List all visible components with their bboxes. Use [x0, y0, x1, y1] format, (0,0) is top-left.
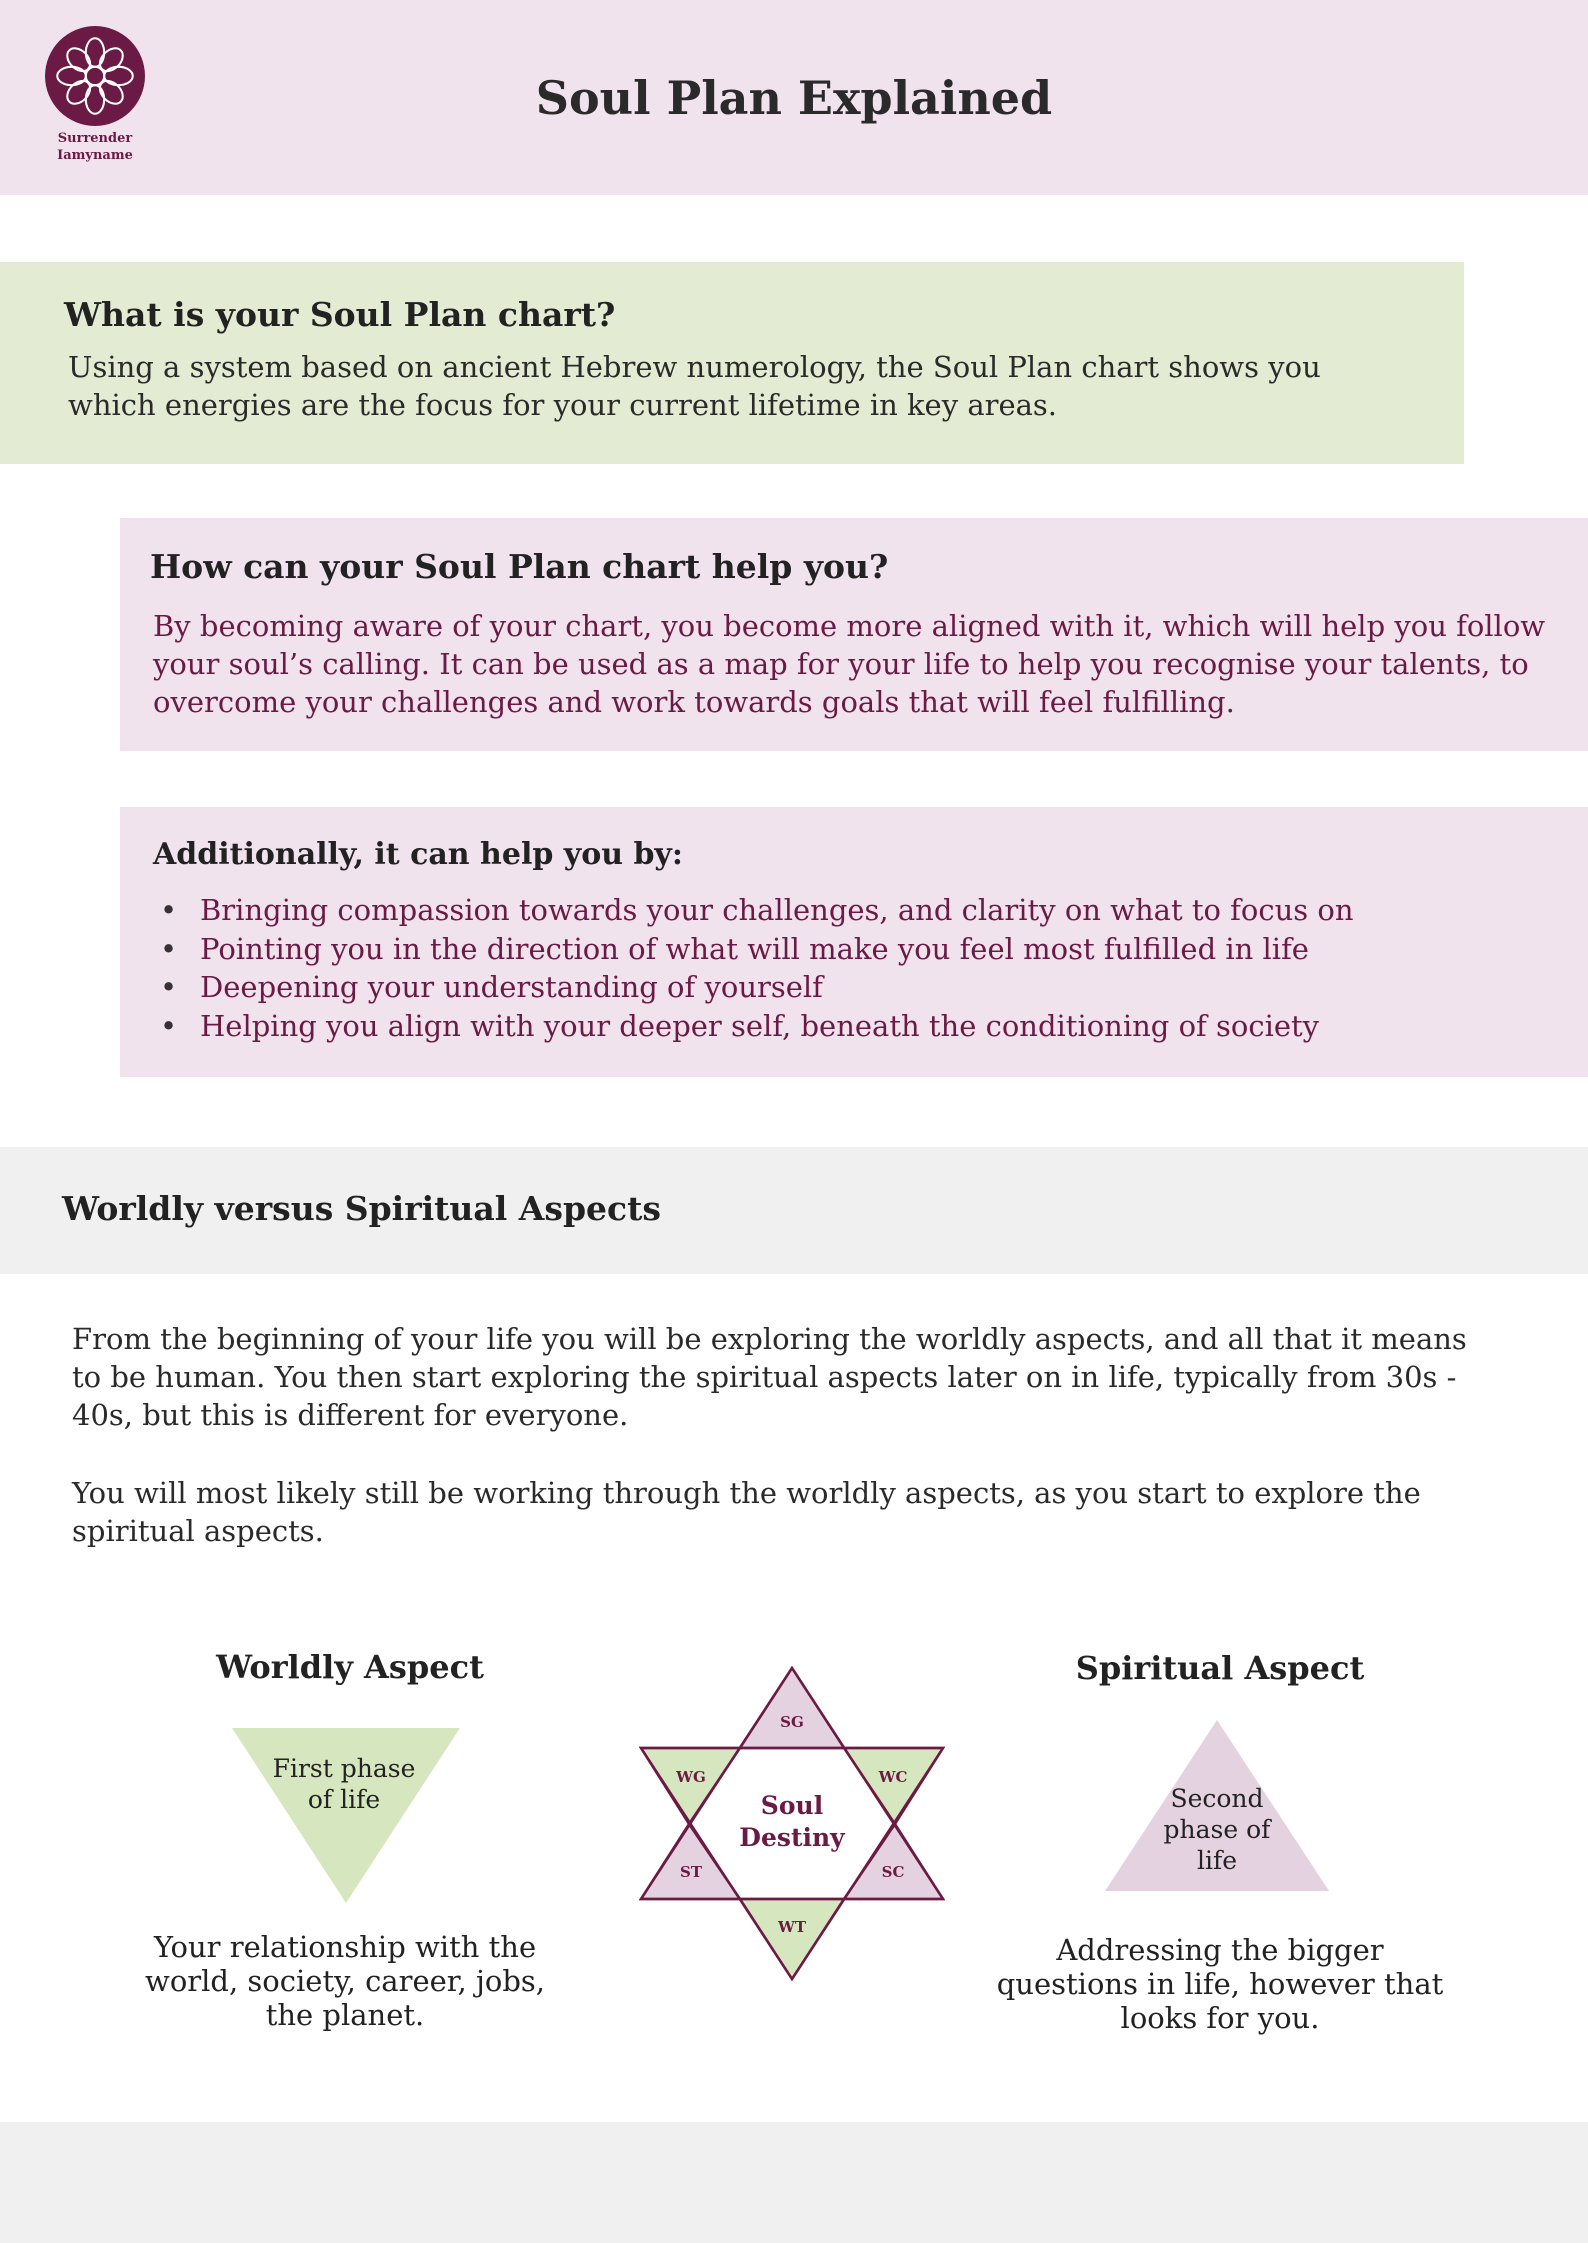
- aspects-heading: Worldly versus Spiritual Aspects: [62, 1189, 661, 1228]
- star-label-st: ST: [680, 1863, 702, 1881]
- worldly-caption: Your relationship with the world, society, career, jobs, the planet.: [145, 1930, 546, 2032]
- worldly-aspect-title: Worldly Aspect: [216, 1648, 484, 1686]
- page-footer: [0, 2122, 1588, 2243]
- additionally-heading: Additionally, it can help you by:: [153, 837, 683, 872]
- star-label-wt: WT: [777, 1918, 807, 1936]
- aspects-paragraph-1: From the beginning of your life you will be exploring the worldly aspects, and all that it means to be human. You then start exploring the spiritual aspects later on in life, typically from 30s - 40s, but this is different for everyone.: [72, 1322, 1467, 1432]
- star-tip-wg: [641, 1748, 740, 1824]
- benefits-list: [152, 891, 1354, 1045]
- star-label-wg: WG: [676, 1768, 706, 1786]
- star-center-line2: Destiny: [739, 1823, 845, 1852]
- how-help-text: By becoming aware of your chart, you become more aligned with it, which will help you follow your soul’s calling. It can be used as a map for your life to help you recognise your talents, to overcome your challenges and work towards goals that will feel fulfilling.: [153, 609, 1546, 719]
- list-item: • Helping you align with your deeper self, beneath the conditioning of society: [152, 1007, 1354, 1046]
- star-tip-wt: [740, 1899, 844, 1979]
- spiritual-aspect-title: Spiritual Aspect: [1075, 1649, 1365, 1687]
- worldly-triangle-line1: First phase: [272, 1754, 416, 1783]
- brand-name: [30, 130, 160, 164]
- soul-destiny-star-diagram: [639, 1666, 945, 1981]
- worldly-triangle-label: [244, 1753, 444, 1815]
- brand-name-line2: Iamyname: [57, 148, 133, 163]
- star-label-sg: SG: [780, 1713, 804, 1731]
- star-tip-sc: [844, 1824, 943, 1899]
- list-item: • Bringing compassion towards your challenges, and clarity on what to focus on: [152, 891, 1354, 930]
- spiritual-triangle-line3: life: [1196, 1846, 1238, 1875]
- what-is-text: Using a system based on ancient Hebrew numerology, the Soul Plan chart shows you which energies are the focus for your current lifetime in key areas.: [68, 350, 1321, 422]
- star-center-line1: Soul: [760, 1791, 824, 1820]
- how-help-heading: How can your Soul Plan chart help you?: [150, 547, 889, 586]
- star-label-wc: WC: [878, 1768, 908, 1786]
- star-tip-wc: [844, 1748, 943, 1824]
- what-is-heading: What is your Soul Plan chart?: [64, 295, 616, 334]
- brand-name-line1: Surrender: [57, 131, 133, 146]
- spiritual-triangle-line2: phase of: [1163, 1815, 1271, 1844]
- worldly-triangle-line2: of life: [307, 1785, 381, 1814]
- star-label-sc: SC: [881, 1863, 905, 1881]
- aspects-paragraph-2: You will most likely still be working through the worldly aspects, as you start to explore the spiritual aspects.: [72, 1476, 1421, 1548]
- page-title: Soul Plan Explained: [535, 71, 1053, 125]
- list-item: • Deepening your understanding of yourself: [152, 968, 1354, 1007]
- list-item: • Pointing you in the direction of what will make you feel most fulfilled in life: [152, 930, 1354, 969]
- star-tip-sg: [740, 1668, 844, 1748]
- spiritual-caption: Addressing the bigger questions in life, however that looks for you.: [996, 1933, 1444, 2035]
- star-tip-st: [641, 1824, 740, 1899]
- spiritual-triangle-label: [1117, 1783, 1317, 1876]
- spiritual-triangle-line1: Second: [1170, 1784, 1264, 1813]
